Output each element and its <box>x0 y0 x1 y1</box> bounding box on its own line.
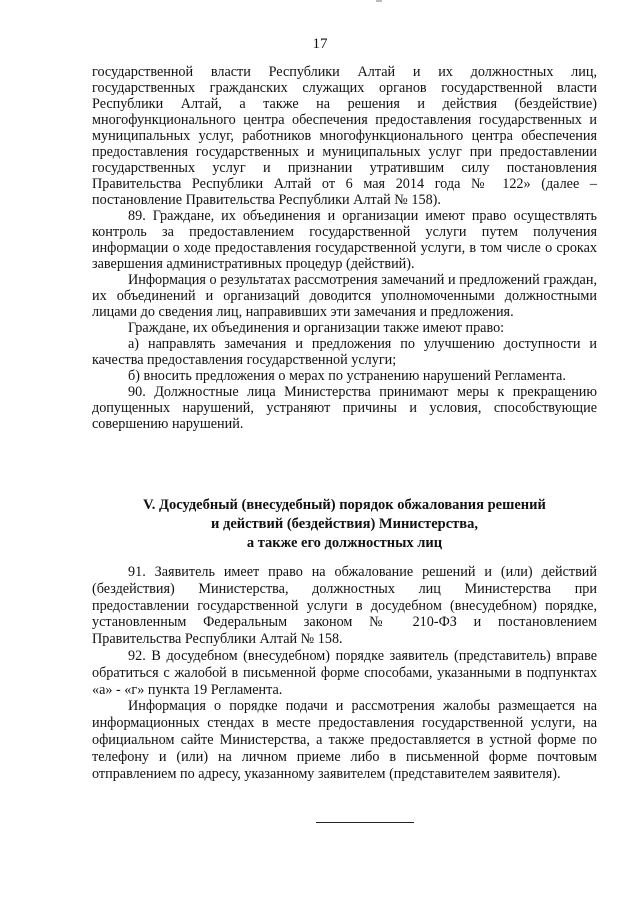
text-block-top <box>92 64 597 432</box>
paragraph-info-results: Информация о результатах рассмотрения замечаний и предложений граждан, их объединений и организаций доводится уполномоченными должностными лицами до сведения лиц, направивших эти замечания и предложения. <box>92 272 597 320</box>
paragraph-continuation: государственной власти Республики Алтай и их должностных лиц, государственных гражданских служащих органов государственной власти Республики Алтай, а также на решения и действия (бездействие) многофункционального центра обеспечения предоставления государственных и муниципальных услуг, работников многофункционального центра обеспечения предоставления государственных и муниципальных услуг при предоставлении государственных услуг и признании утратившим силу постановления Правительства Республики Алтай от 6 мая 2014 года № 122» (далее – постановление Правительства Республики Алтай № 158). <box>92 64 597 208</box>
paragraph-complaint-info: Информация о порядке подачи и рассмотрения жалобы размещается на информационных стендах в месте предоставления государственной услуги, на официальном сайте Министерства, а также предоставляется в устной форме по телефону и (или) на личном приеме либо в письменной форме почтовым отправлением по адресу, указанному заявителем (представителем заявителя). <box>92 698 597 782</box>
heading-line-2: и действий (бездействия) Министерства, <box>211 516 478 532</box>
paragraph-90: 90. Должностные лица Министерства принимают меры к прекращению допущенных нарушений, устраняют причины и условия, способствующие совершению нарушений. <box>92 384 597 432</box>
scan-artifact <box>376 0 382 2</box>
heading-line-1: V. Досудебный (внесудебный) порядок обжалования решений <box>143 497 546 513</box>
section-heading <box>92 496 597 553</box>
end-rule <box>316 822 414 823</box>
text-block-bottom <box>92 564 597 782</box>
paragraph-89: 89. Граждане, их объединения и организации имеют право осуществлять контроль за предоставлением государственной услуги путем получения информации о ходе предоставления государственной услуги, в том числе о сроках завершения административных процедур (действий). <box>92 208 597 272</box>
paragraph-91: 91. Заявитель имеет право на обжалование решений и (или) действий (бездействия) Министерства, должностных лиц Министерства при предоставлении государственной услуги в досудебном (внесудебном) порядке, установленным Федеральным законом № 210-ФЗ и постановлением Правительства Республики Алтай № 158. <box>92 564 597 648</box>
paragraph-citizens-rights: Граждане, их объединения и организации также имеют право: <box>128 320 505 336</box>
heading-line-3: а также его должностных лиц <box>246 535 443 551</box>
paragraph-item-b: б) вносить предложения о мерах по устранению нарушений Регламента. <box>128 368 566 384</box>
paragraph-item-a: а) направлять замечания и предложения по улучшению доступности и качества предоставления государственной услуги; <box>92 336 597 368</box>
paragraph-92: 92. В досудебном (внесудебном) порядке заявитель (представитель) вправе обратиться с жалобой в письменной форме способами, указанными в подпунктах «а» - «г» пункта 19 Регламента. <box>92 647 597 698</box>
page-number: 17 <box>312 36 328 52</box>
